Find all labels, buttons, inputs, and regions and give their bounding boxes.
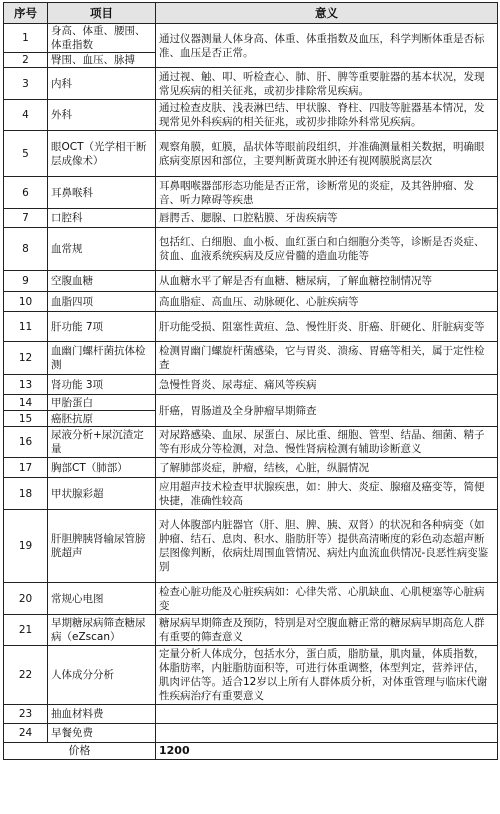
row-meaning: 通过视、触、叩、听检查心、肺、肝、脾等重要脏器的基本状况，发现常见疾病的相关征兆，或初步排除常见疾病。 — [156, 68, 498, 100]
row-item: 臀围、血压、脉搏 — [48, 53, 156, 68]
table-row — [4, 131, 498, 177]
row-no: 6 — [4, 177, 48, 209]
table-row — [4, 342, 498, 375]
row-meaning: 检测胃幽门螺旋杆菌感染，它与胃炎、溃疡、胃癌等相关，属于定性检查 — [156, 342, 498, 375]
table-row — [4, 271, 498, 292]
table-row — [4, 177, 498, 209]
row-meaning: 应用超声技术检查甲状腺疾患，如：肿大、炎症、腺瘤及癌变等，简便快捷，准确性较高 — [156, 478, 498, 510]
row-item: 肾功能 3项 — [48, 375, 156, 395]
row-item: 胸部CT（肺部） — [48, 458, 156, 478]
table-row — [4, 583, 498, 615]
row-item: 癌胚抗原 — [48, 411, 156, 427]
table-row — [4, 68, 498, 100]
row-item: 血常规 — [48, 228, 156, 271]
table-row — [4, 646, 498, 705]
header-meaning: 意义 — [156, 3, 498, 24]
row-item: 甲胎蛋白 — [48, 395, 156, 411]
table-row — [4, 478, 498, 510]
row-no: 21 — [4, 615, 48, 646]
row-item: 抽血材料费 — [48, 705, 156, 724]
row-meaning: 唇腭舌、腮腺、口腔粘膜、牙齿疾病等 — [156, 209, 498, 228]
row-meaning: 对尿路感染、血尿、尿蛋白、尿比重、细胞、管型、结晶、细菌、精子等有形成分等检测，对急、慢性肾病检测有辅助诊断意义 — [156, 427, 498, 458]
row-no: 18 — [4, 478, 48, 510]
row-meaning: 糖尿病早期筛查及预防，特别是对空腹血糖正常的糖尿病早期高危人群有重要的筛查意义 — [156, 615, 498, 646]
row-no: 22 — [4, 646, 48, 705]
table-row — [4, 427, 498, 458]
row-item: 口腔科 — [48, 209, 156, 228]
table-row — [4, 724, 498, 743]
row-no: 5 — [4, 131, 48, 177]
header-item: 项目 — [48, 3, 156, 24]
row-item: 眼OCT（光学相干断层成像术） — [48, 131, 156, 177]
row-no: 3 — [4, 68, 48, 100]
row-meaning: 急慢性肾炎、尿毒症、痛风等疾病 — [156, 375, 498, 395]
table-row — [4, 292, 498, 312]
table-row — [4, 100, 498, 131]
row-no: 24 — [4, 724, 48, 743]
row-item: 耳鼻喉科 — [48, 177, 156, 209]
row-no: 9 — [4, 271, 48, 292]
row-no: 4 — [4, 100, 48, 131]
row-meaning: 观察角膜，虹膜，晶状体等眼前段组织，并准确测量相关数据，明确眼底病变原因和部位，主要判断黄斑水肿还有视网膜脱离层次 — [156, 131, 498, 177]
table-row — [4, 705, 498, 724]
row-no: 7 — [4, 209, 48, 228]
table-row — [4, 458, 498, 478]
row-meaning — [156, 724, 498, 743]
row-meaning: 了解肺部炎症，肿瘤，结核，心脏，纵膈情况 — [156, 458, 498, 478]
table-row — [4, 615, 498, 646]
row-item: 身高、体重、腰围、体重指数 — [48, 24, 156, 53]
row-no: 13 — [4, 375, 48, 395]
header-no: 序号 — [4, 3, 48, 24]
row-item: 外科 — [48, 100, 156, 131]
row-no: 11 — [4, 312, 48, 342]
table-row — [4, 228, 498, 271]
exam-items-table — [3, 2, 498, 760]
table-row — [4, 209, 498, 228]
row-item: 肝功能 7项 — [48, 312, 156, 342]
row-meaning: 高血脂症、高血压、动脉硬化、心脏疾病等 — [156, 292, 498, 312]
row-item: 甲状腺彩超 — [48, 478, 156, 510]
row-no: 20 — [4, 583, 48, 615]
row-meaning: 耳鼻咽喉器部形态功能是否正常，诊断常见的炎症，及其咎肿瘤、发音、听力障碍等疾患 — [156, 177, 498, 209]
price-row — [4, 743, 498, 760]
row-item: 空腹血糖 — [48, 271, 156, 292]
table-row — [4, 24, 498, 53]
row-no: 8 — [4, 228, 48, 271]
table-row — [4, 312, 498, 342]
row-no: 1 — [4, 24, 48, 53]
row-no: 23 — [4, 705, 48, 724]
row-no: 14 — [4, 395, 48, 411]
row-item: 早期糖尿病筛查糖尿病（eZscan） — [48, 615, 156, 646]
table-row — [4, 375, 498, 395]
row-meaning: 通过仪器测量人体身高、体重、体重指数及血压，科学判断体重是否标准、血压是否正常。 — [156, 24, 498, 68]
table-header-row — [4, 3, 498, 24]
row-item: 尿液分析+尿沉渣定量 — [48, 427, 156, 458]
row-item: 早餐免费 — [48, 724, 156, 743]
row-item: 血幽门螺杆菌抗体检测 — [48, 342, 156, 375]
table-row — [4, 395, 498, 411]
row-item: 内科 — [48, 68, 156, 100]
price-label: 价格 — [4, 743, 156, 760]
row-meaning: 包括红、白细胞、血小板、血红蛋白和白细胞分类等，诊断是否炎症、贫血、血液系统疾病及反应骨髓的造血功能等 — [156, 228, 498, 271]
price-value: 1200 — [156, 743, 498, 760]
row-no: 15 — [4, 411, 48, 427]
row-meaning: 肝癌，胃肠道及全身肿瘤早期筛查 — [156, 395, 498, 427]
row-meaning: 对人体腹部内脏器官（肝、胆、脾、胰、双肾）的状况和各种病变（如肿瘤、结石、息肉、积水、脂肪肝等）提供高清晰度的彩色动态超声断层图像判断，依病灶周围血管情况、病灶内血流血供情况-良恶性病变鉴别 — [156, 510, 498, 583]
row-item: 肝胆脾胰肾输尿管膀胱超声 — [48, 510, 156, 583]
row-item: 血脂四项 — [48, 292, 156, 312]
row-meaning: 定量分析人体成分，包括水分，蛋白质，脂肪量，肌肉量，体质指数，体脂肪率，内脏脂肪面积等，可进行体重调整，体型判定，营养评估，肌肉评估等。适合12岁以上所有人群体质分析，对体重管理与临床代谢性疾病治疗有重要意义 — [156, 646, 498, 705]
row-meaning: 肝功能受损、阻塞性黄疸、急、慢性肝炎、肝癌、肝硬化、肝脏病变等 — [156, 312, 498, 342]
row-no: 17 — [4, 458, 48, 478]
row-meaning: 检查心脏功能及心脏疾病如：心律失常、心肌缺血、心肌梗塞等心脏病变 — [156, 583, 498, 615]
table-row — [4, 510, 498, 583]
row-no: 12 — [4, 342, 48, 375]
row-meaning — [156, 705, 498, 724]
row-no: 2 — [4, 53, 48, 68]
row-item: 人体成分分析 — [48, 646, 156, 705]
row-meaning: 从血糖水平了解是否有血糖、糖尿病，了解血糖控制情况等 — [156, 271, 498, 292]
row-no: 19 — [4, 510, 48, 583]
row-item: 常规心电图 — [48, 583, 156, 615]
row-no: 16 — [4, 427, 48, 458]
row-meaning: 通过检查皮肤、浅表淋巴结、甲状腺、脊柱、四肢等脏器基本情况，发现常见外科疾病的相关征兆，或初步排除外科常见疾病。 — [156, 100, 498, 131]
row-no: 10 — [4, 292, 48, 312]
